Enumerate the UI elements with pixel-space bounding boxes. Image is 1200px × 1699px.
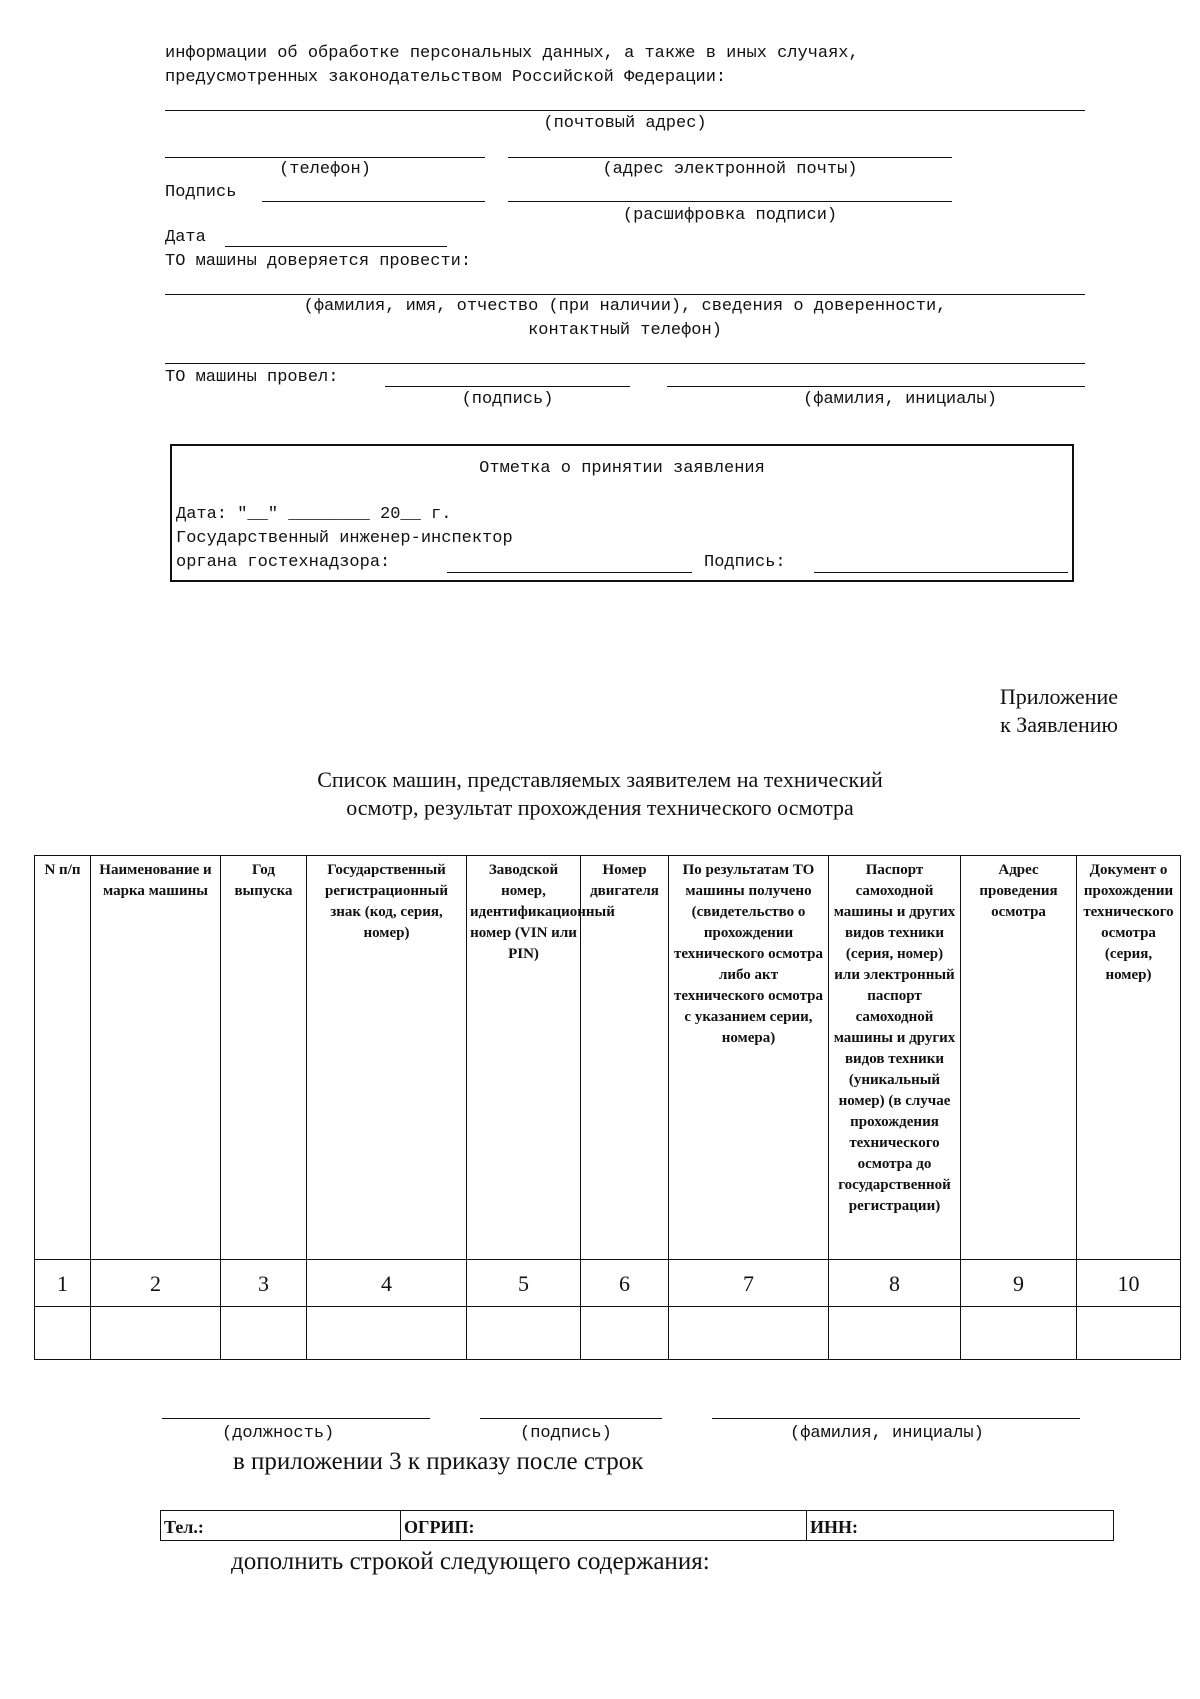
table-cell[interactable]	[581, 1307, 669, 1360]
trusted-extra-line[interactable]	[165, 363, 1085, 364]
number-cell: 2	[91, 1260, 221, 1307]
table-header-row	[35, 856, 1181, 1260]
signature-decoding-caption: (расшифровка подписи)	[622, 206, 838, 225]
table-cell[interactable]	[669, 1307, 829, 1360]
inspector-line[interactable]	[447, 572, 692, 573]
footer-signature-caption: (подпись)	[520, 1424, 612, 1443]
acceptance-signature-line[interactable]	[814, 572, 1068, 573]
performed-label: ТО машины провел:	[165, 368, 339, 387]
date-label: Дата	[165, 228, 206, 247]
supplement-text: дополнить строкой следующего содержания:	[231, 1548, 710, 1575]
number-cell: 3	[221, 1260, 307, 1307]
email-caption: (адрес электронной почты)	[602, 160, 858, 179]
header-cell: Адрес проведения осмотра	[961, 856, 1077, 1260]
header-cell: По результатам ТО машины получено (свидетельство о прохождении технического осмотра либо акт технического осмотра с указанием серии, номера)	[669, 856, 829, 1260]
inn-cell: ИНН:	[810, 1517, 858, 1537]
phone-caption: (телефон)	[279, 160, 371, 179]
trusted-line[interactable]	[165, 294, 1085, 295]
contact-box	[160, 1510, 1114, 1541]
list-title-line-2: осмотр, результат прохождения технического осмотра	[346, 795, 854, 820]
number-cell: 7	[669, 1260, 829, 1307]
email-line[interactable]	[508, 157, 952, 158]
acceptance-date[interactable]: Дата: "__" ________ 20__ г.	[176, 505, 452, 524]
table-number-row	[35, 1260, 1181, 1307]
footer-signature-line[interactable]	[480, 1418, 662, 1419]
header-cell: Наименование и марка машины	[91, 856, 221, 1260]
performed-signature-line[interactable]	[385, 386, 630, 387]
table-cell[interactable]	[1077, 1307, 1181, 1360]
machines-table	[34, 855, 1181, 1360]
intro-line-1: информации об обработке персональных данных, а также в иных случаях,	[165, 44, 859, 63]
trusted-label: ТО машины доверяется провести:	[165, 252, 472, 271]
position-line[interactable]	[162, 1418, 430, 1419]
number-cell: 9	[961, 1260, 1077, 1307]
number-cell: 5	[467, 1260, 581, 1307]
performed-fio-line[interactable]	[667, 386, 1085, 387]
performed-signature-caption: (подпись)	[461, 390, 554, 409]
phone-line[interactable]	[165, 157, 485, 158]
signature-decoding-line[interactable]	[508, 201, 952, 202]
acceptance-inspector-2: органа гостехнадзора:	[176, 553, 391, 572]
table-cell[interactable]	[467, 1307, 581, 1360]
table-cell[interactable]	[961, 1307, 1077, 1360]
acceptance-inspector-1: Государственный инженер-инспектор	[176, 529, 513, 548]
header-cell: Номер двигателя	[581, 856, 669, 1260]
appendix-line-2: к Заявлению	[1000, 712, 1118, 737]
postal-address-caption: (почтовый адрес)	[543, 114, 707, 133]
table-cell[interactable]	[91, 1307, 221, 1360]
performed-fio-caption: (фамилия, инициалы)	[803, 390, 997, 409]
postal-address-line[interactable]	[165, 110, 1085, 111]
header-cell: Заводской номер, идентификационный номер (VIN или PIN)	[467, 856, 581, 1260]
acceptance-signature-label: Подпись:	[704, 553, 786, 572]
appendix-line-1: Приложение	[999, 684, 1118, 709]
header-cell: Паспорт самоходной машины и других видов техники (серия, номер) или электронный паспорт самоходной машины и других видов техники (уникальный номер) (в случае прохождения технического осмотра до государственной регистрации)	[829, 856, 961, 1260]
number-cell: 1	[35, 1260, 91, 1307]
header-cell: Документ о прохождении технического осмотра (серия, номер)	[1077, 856, 1181, 1260]
list-title-line-1: Список машин, представляемых заявителем на технический	[317, 767, 883, 792]
footer-fio-line[interactable]	[712, 1418, 1080, 1419]
footer-fio-caption: (фамилия, инициалы)	[790, 1424, 984, 1443]
amendment-after-text: в приложении 3 к приказу после строк	[233, 1448, 644, 1475]
signature-line[interactable]	[262, 201, 485, 202]
signature-label: Подпись	[165, 183, 237, 202]
table-cell[interactable]	[221, 1307, 307, 1360]
header-cell: Год выпуска	[221, 856, 307, 1260]
number-cell: 6	[581, 1260, 669, 1307]
number-cell: 10	[1077, 1260, 1181, 1307]
header-cell: Государственный регистрационный знак (код, серия, номер)	[307, 856, 467, 1260]
table-cell[interactable]	[829, 1307, 961, 1360]
number-cell: 8	[829, 1260, 961, 1307]
ogrip-cell: ОГРИП:	[401, 1511, 807, 1540]
trusted-caption-1: (фамилия, имя, отчество (при наличии), сведения о доверенности,	[303, 297, 947, 316]
intro-line-2: предусмотренных законодательством Российской Федерации:	[165, 68, 727, 87]
date-line[interactable]	[225, 246, 447, 247]
number-cell: 4	[307, 1260, 467, 1307]
table-cell[interactable]	[307, 1307, 467, 1360]
header-cell: N п/п	[35, 856, 91, 1260]
position-caption: (должность)	[222, 1424, 335, 1443]
acceptance-title: Отметка о принятии заявления	[479, 459, 765, 478]
trusted-caption-2: контактный телефон)	[528, 321, 722, 340]
table-cell[interactable]	[35, 1307, 91, 1360]
table-row	[35, 1307, 1181, 1360]
phone-cell: Тел.:	[161, 1511, 401, 1540]
